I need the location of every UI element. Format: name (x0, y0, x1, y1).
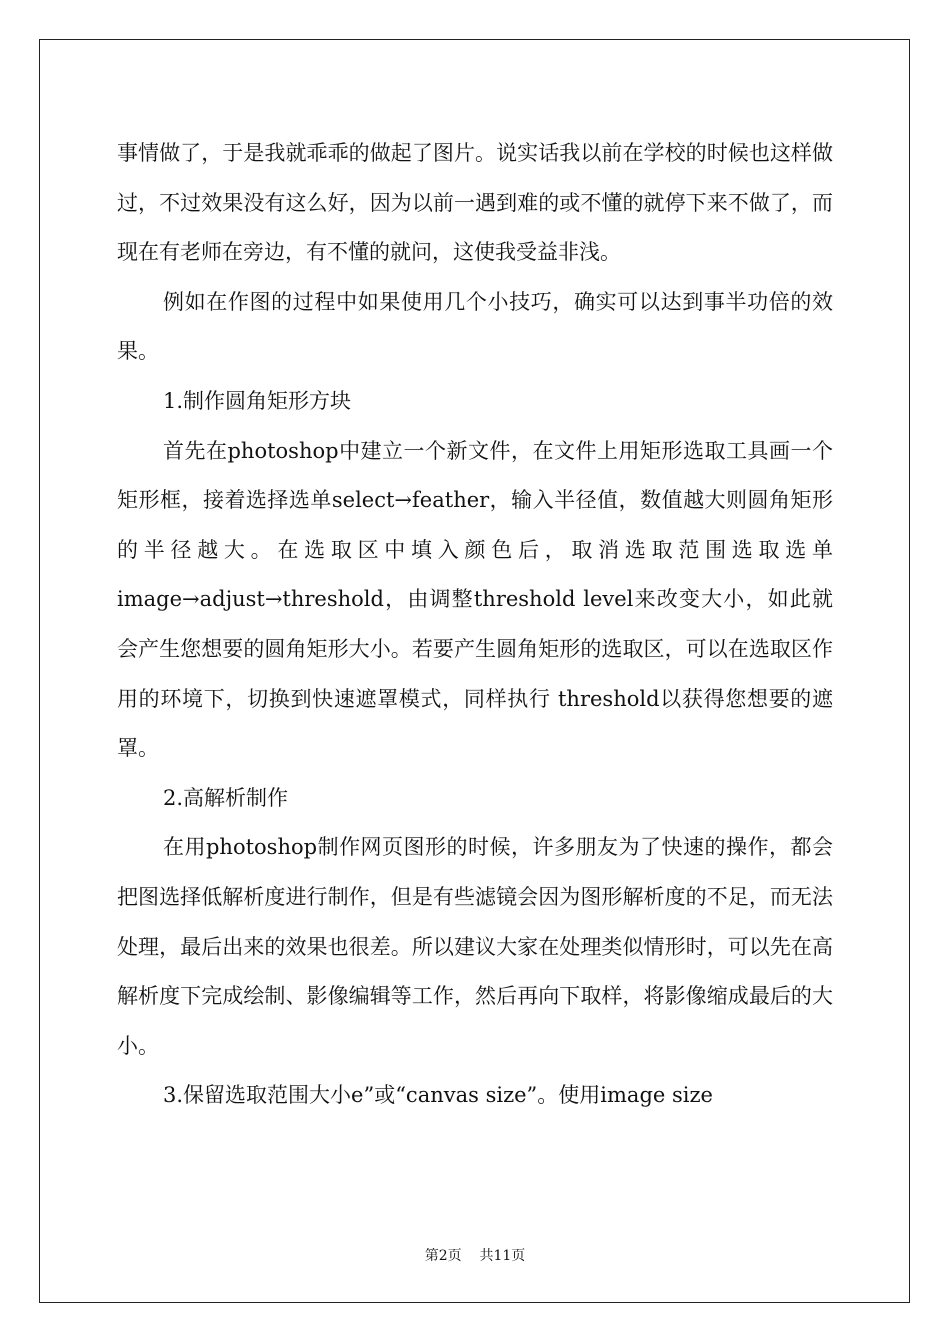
page-number: 第2页 (424, 1248, 462, 1264)
section-heading-2: 2.高解析制作 (163, 785, 289, 810)
paragraph-3: 首先在photoshop中建立一个新文件，在文件上用矩形选取工具画一个矩形框，接着选择选单select→feather，输入半径值，数值越大则圆角矩形的半径越大。在选取区中填入颜色后，取消选取范围选取选单image→adjust→threshold，由调整threshold level来改变大小，如此就会产生您想要的圆角矩形大小。若要产生圆角矩形的选取区，可以在选取区作用的环境下，切换到快速遮罩模式，同样执行 threshold以获得您想要的遮罩。 (117, 438, 833, 761)
section-heading-1: 1.制作圆角矩形方块 (163, 388, 352, 413)
paragraph-1: 事情做了，于是我就乖乖的做起了图片。说实话我以前在学校的时候也这样做过，不过效果没有这么好，因为以前一遇到难的或不懂的就停下来不做了，而现在有老师在旁边，有不懂的就问，这使我受益非浅。 (117, 141, 833, 265)
section-heading-3: 3.保留选取范围大小e”或“canvas size”。使用image size (163, 1083, 713, 1108)
total-pages: 共11页 (479, 1248, 526, 1264)
document-body (117, 129, 833, 1121)
page-footer (0, 1245, 950, 1265)
paragraph-2: 例如在作图的过程中如果使用几个小技巧，确实可以达到事半功倍的效果。 (117, 289, 833, 364)
paragraph-4: 在用photoshop制作网页图形的时候，许多朋友为了快速的操作，都会把图选择低解析度进行制作，但是有些滤镜会因为图形解析度的不足，而无法处理，最后出来的效果也很差。所以建议大家在处理类似情形时，可以先在高解析度下完成绘制、影像编辑等工作，然后再向下取样，将影像缩成最后的大小。 (117, 835, 833, 1058)
